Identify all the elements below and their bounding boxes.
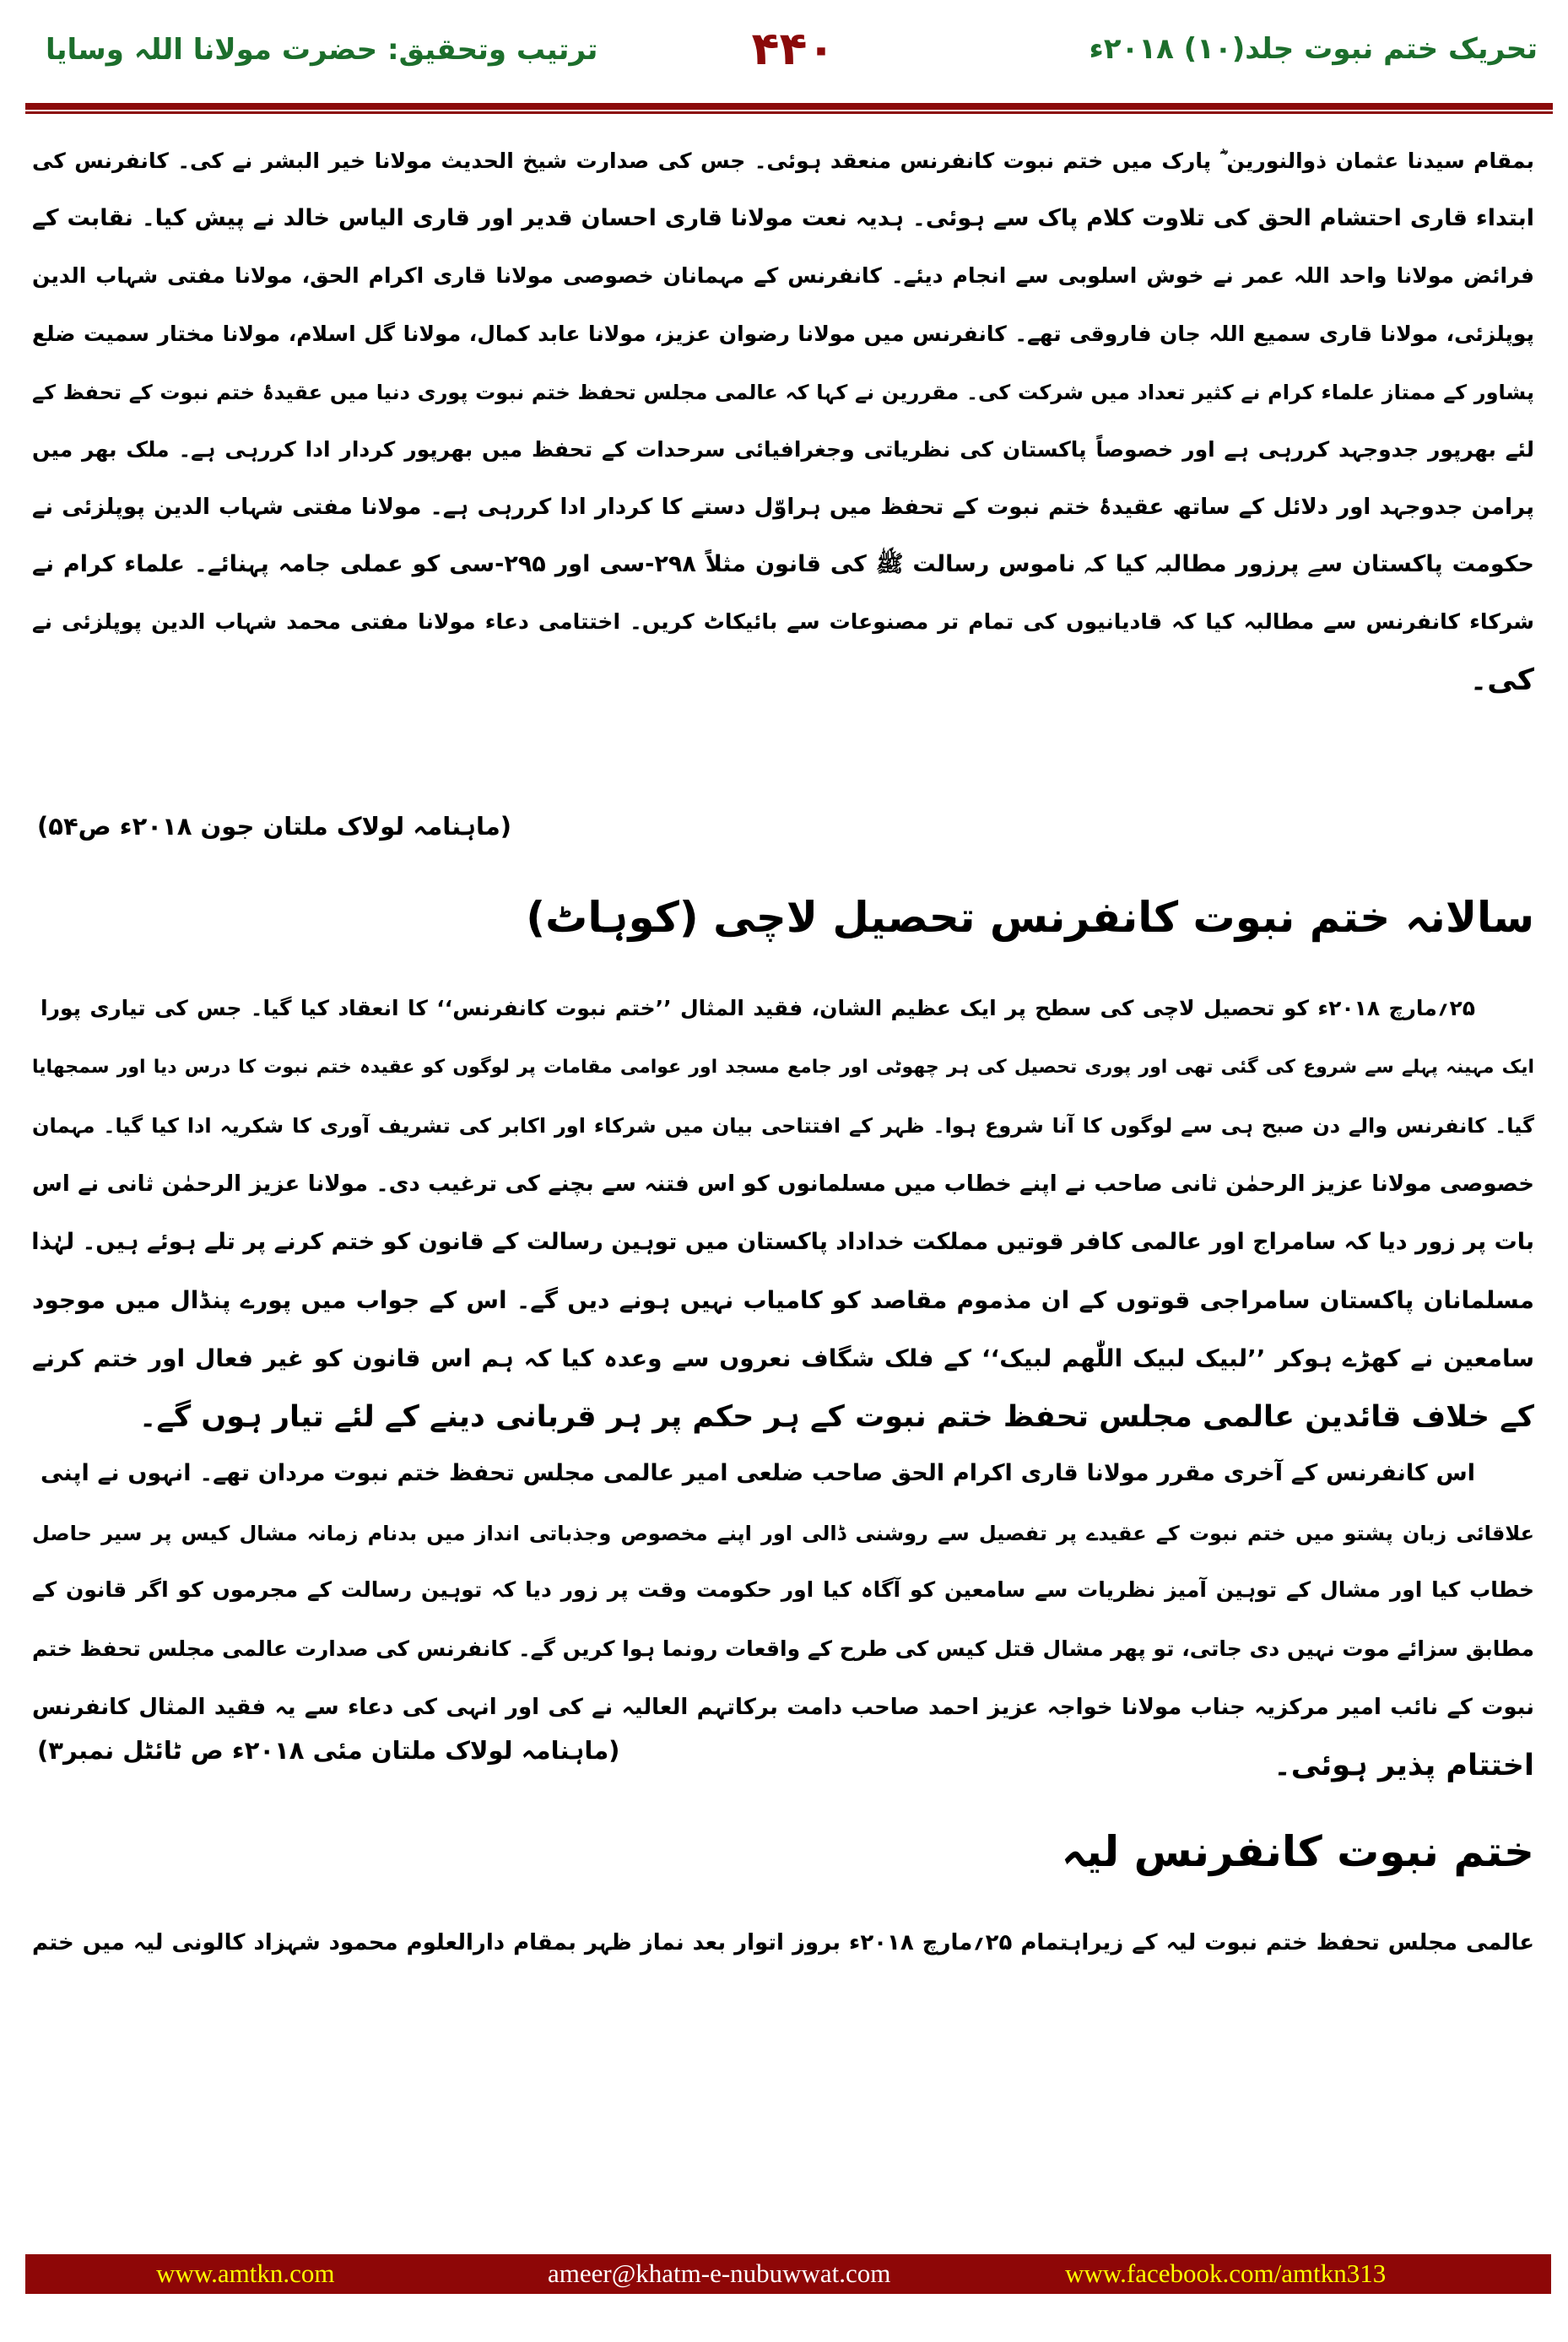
book-title: تحریک ختم نبوت جلد(۱۰) ۲۰۱۸ء [1089, 32, 1538, 66]
body-line: پشاور کے ممتاز علماء کرام نے کثیر تعداد میں شرکت کی۔ مقررین نے کہا کہ عالمی مجلس تحفظ ختم نبوت پوری دنیا میں عقیدۂ ختم نبوت کے تحفظ کے [32, 381, 1534, 404]
page-number: ۴۴۰ [751, 22, 835, 75]
body-line: پرامن جدوجہد اور دلائل کے ساتھ عقیدۂ ختم نبوت کے تحفظ میں ہراوّل دستے کا کردار ادا کررہی ہے۔ مولانا مفتی شہاب الدین پوپلزئی نے [32, 495, 1534, 520]
body-line: شرکاء کانفرنس سے مطالبہ کیا کہ قادیانیوں کی تمام تر مصنوعات سے بائیکاٹ کریں۔ اختتامی دعاء مولانا مفتی محمد شہاب الدین پوپلزئی نے [32, 609, 1534, 634]
body-line: فرائض مولانا واحد اللہ عمر نے خوش اسلوبی سے انجام دیئے۔ کانفرنس کے مہمانان خصوصی مولانا قاری اکرام الحق، مولانا مفتی شہاب الدین [32, 263, 1534, 288]
body-line: اس کانفرنس کے آخری مقرر مولانا قاری اکرام الحق صاحب ضلعی امیر عالمی مجلس تحفظ ختم نبوت مردان تھے۔ انہوں نے اپنی [41, 1460, 1475, 1486]
compiler-credit: ترتیب وتحقیق: حضرت مولانا اللہ وسایا [46, 33, 598, 67]
section-heading: سالانہ ختم نبوت کانفرنس تحصیل لاچی (کوہاٹ) [526, 893, 1534, 942]
facebook-link[interactable]: www.facebook.com/amtkn313 [1065, 2258, 1387, 2288]
body-line: کے خلاف قائدین عالمی مجلس تحفظ ختم نبوت کے ہر حکم پر ہر قربانی دینے کے لئے تیار ہوں گے۔ [138, 1400, 1534, 1434]
body-line: حکومت پاکستان سے پرزور مطالبہ کیا کہ ناموس رسالت ﷺ کی قانون مثلاً ۲۹۸-سی اور ۲۹۵-سی کو عملی جامہ پہنائے۔ علماء کرام نے [32, 551, 1534, 577]
website-link[interactable]: www.amtkn.com [156, 2258, 335, 2288]
body-line: لئے بھرپور جدوجہد کررہی ہے اور خصوصاً پاکستان کی نظریاتی وجغرافیائی سرحدات کے تحفظ میں بھرپور کردار ادا کررہی ہے۔ ملک بھر میں [32, 437, 1534, 462]
body-line: خصوصی مولانا عزیز الرحمٰن ثانی صاحب نے اپنے خطاب میں مسلمانوں کو اس فتنہ سے بچنے کی ترغیب دی۔ مولانا عزیز الرحمٰن ثانی نے اس [32, 1171, 1534, 1197]
header-divider-thin [25, 111, 1553, 114]
source-citation: (ماہنامہ لولاک ملتان جون ۲۰۱۸ء ص۵۴) [37, 812, 512, 841]
body-line: گیا۔ کانفرنس والے دن صبح ہی سے لوگوں کا آنا شروع ہوا۔ ظہر کے افتتاحی بیان میں شرکاء اور اکابر کی تشریف آوری کا شکریہ ادا کیا گیا۔ مہمان [32, 1114, 1534, 1138]
body-line: کی۔ [1469, 663, 1534, 697]
body-line: بمقام سیدنا عثمان ذوالنورین ؓ پارک میں ختم نبوت کانفرنس منعقد ہوئی۔ جس کی صدارت شیخ الحدیث مولانا خیر البشر نے کی۔ کانفرنس کی [32, 149, 1534, 173]
body-line: ایک مہینہ پہلے سے شروع کی گئی تھی اور پوری تحصیل کی ہر چھوٹی اور جامع مسجد اور عوامی مقامات پر لوگوں کو عقیدہ ختم نبوت کا درس دیا اور سمجھایا [32, 1057, 1534, 1078]
header-divider [25, 103, 1553, 110]
body-line: علاقائی زبان پشتو میں ختم نبوت کے عقیدے پر تفصیل سے روشنی ڈالی اور اپنے مخصوص وجذباتی انداز میں بدنام زمانہ مشال کیس پر سیر حاصل [32, 1522, 1534, 1545]
body-line: ۲۵؍مارچ ۲۰۱۸ء کو تحصیل لاچی کی سطح پر ایک عظیم الشان، فقید المثال ’’ختم نبوت کانفرنس‘‘ کا انعقاد کیا گیا۔ جس کی تیاری پورا [41, 996, 1475, 1020]
body-line: خطاب کیا اور مشال کے توہین آمیز نظریات سے سامعین کو آگاہ کیا اور حکومت وقت پر زور دیا کہ توہین رسالت کے مجرموں کو اگر قانون کے [32, 1577, 1534, 1602]
body-line: مسلمانان پاکستان سامراجی قوتوں کے ان مذموم مقاصد کو کامیاب نہیں ہونے دیں گے۔ اس کے جواب میں پورے پنڈال میں موجود [32, 1286, 1534, 1314]
email-link[interactable]: ameer@khatm-e-nubuwwat.com [548, 2258, 891, 2288]
section-heading: ختم نبوت کانفرنس لیہ [1061, 1827, 1534, 1876]
body-line: مطابق سزائے موت نہیں دی جاتی، تو پھر مشال قتل کیس کی طرح کے واقعات رونما ہوا کریں گے۔ کانفرنس کی صدارت عالمی مجلس تحفظ ختم [32, 1636, 1534, 1661]
body-line: عالمی مجلس تحفظ ختم نبوت لیہ کے زیراہتمام ۲۵؍مارچ ۲۰۱۸ء بروز اتوار بعد نماز ظہر بمقام دارالعلوم محمود شہزاد کالونی لیہ میں ختم [32, 1930, 1534, 1955]
body-line: سامعین نے کھڑے ہوکر ’’لبیک لبیک اللّٰھم لبیک‘‘ کے فلک شگاف نعروں سے وعدہ کیا کہ ہم اس قانون کو غیر فعال اور ختم کرنے [32, 1344, 1534, 1372]
body-line: اختتام پذیر ہوئی۔ [1273, 1749, 1534, 1782]
body-line: بات پر زور دیا کہ سامراج اور عالمی کافر قوتیں مملکت خداداد پاکستان میں توہین رسالت کے قانون کو ختم کرنے پر تلے ہوئے ہیں۔ لہٰذا [31, 1229, 1534, 1255]
body-line: پوپلزئی، مولانا قاری سمیع اللہ جان فاروقی تھے۔ کانفرنس میں مولانا رضوان عزیز، مولانا عابد کمال، مولانا گل اسلام، مولانا مختار سمیت ضلع [32, 322, 1534, 346]
source-citation: (ماہنامہ لولاک ملتان مئی ۲۰۱۸ء ص ٹائٹل نمبر۳) [37, 1736, 620, 1765]
body-line: ابتداء قاری احتشام الحق کی تلاوت کلام پاک سے ہوئی۔ ہدیہ نعت مولانا قاری احسان قدیر اور قاری الیاس خالد نے پیش کیا۔ نقابت کے [32, 205, 1534, 231]
body-line: نبوت کے نائب امیر مرکزیہ جناب مولانا خواجہ عزیز احمد صاحب دامت برکاتہم العالیہ نے کی اور انہی کی دعاء سے یہ فقید المثال کانفرنس [32, 1695, 1534, 1720]
